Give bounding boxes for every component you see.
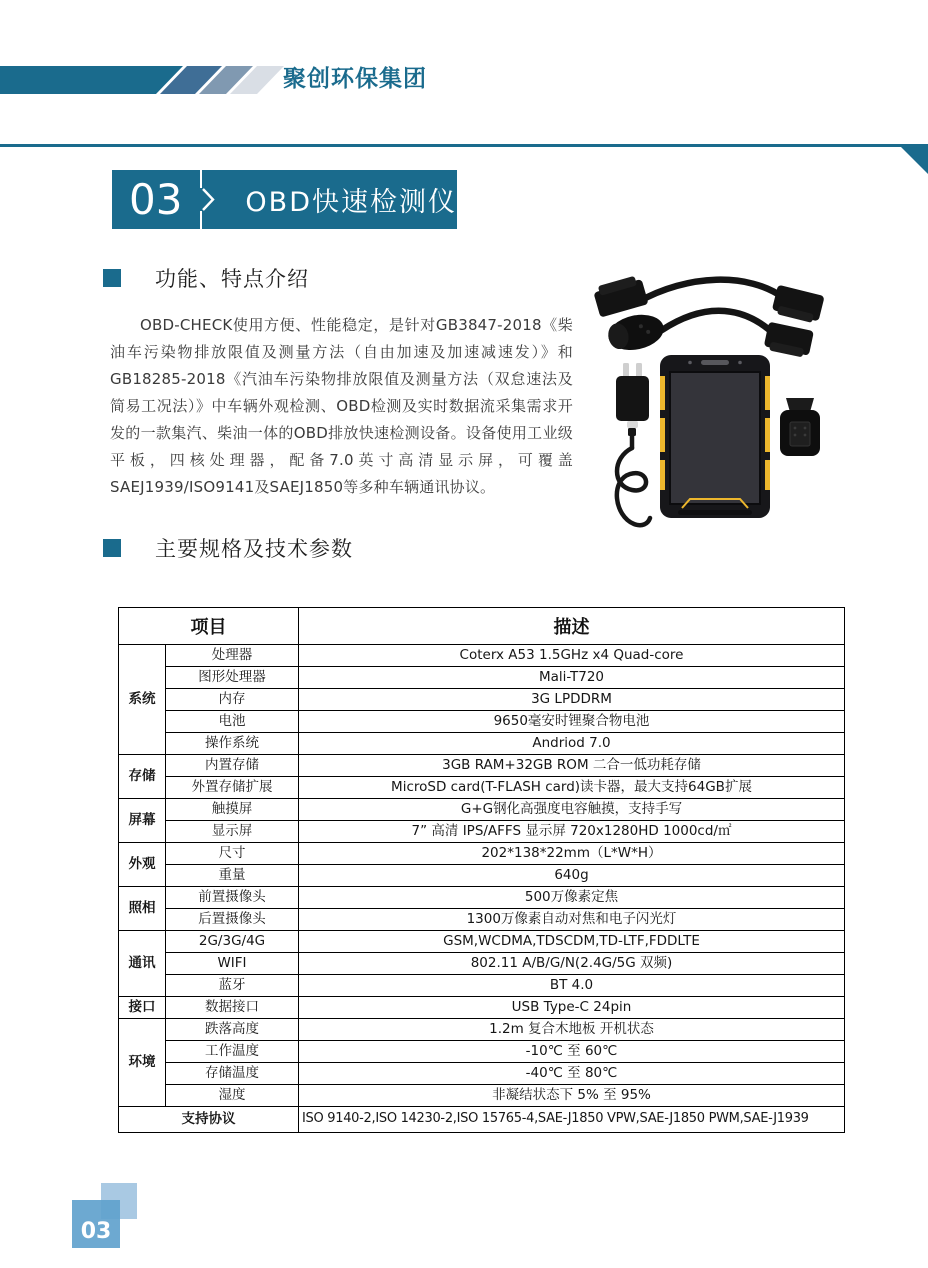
spec-row [119,755,845,777]
spec-desc-cell: 202*138*22mm（L*W*H） [299,843,845,865]
spec-item-cell: 外置存储扩展 [166,777,299,799]
header-divider [0,144,928,147]
spec-row [119,1085,845,1107]
spec-row [119,711,845,733]
spec-row [119,975,845,997]
spec-desc-cell: BT 4.0 [299,975,845,997]
spec-desc-cell: G+G钢化高强度电容触摸，支持手写 [299,799,845,821]
corner-triangle [901,147,928,175]
section-number-badge [112,170,457,229]
spec-item-cell: 内置存储 [166,755,299,777]
spec-desc-cell: 3G LPDDRM [299,689,845,711]
specs-table-header-row [119,608,845,645]
spec-desc-cell: USB Type-C 24pin [299,997,845,1019]
specs-table-wrap [118,607,846,1133]
spec-row [119,843,845,865]
spec-desc-cell: Coterx A53 1.5GHz x4 Quad-core [299,645,845,667]
spec-row [119,909,845,931]
spec-item-cell: 湿度 [166,1085,299,1107]
spec-desc-cell: 500万像素定焦 [299,887,845,909]
spec-row [119,1019,845,1041]
spec-group-cell: 照相 [119,887,166,931]
spec-item-cell: 工作温度 [166,1041,299,1063]
spec-item-cell: 显示屏 [166,821,299,843]
spec-item-cell: 蓝牙 [166,975,299,997]
specs-heading-label: 主要规格及技术参数 [155,537,353,561]
page-number: 03 [80,1219,112,1244]
spec-item-cell: WIFI [166,953,299,975]
spec-item-cell: 触摸屏 [166,799,299,821]
spec-row [119,1041,845,1063]
chevron-right-icon [199,170,223,229]
spec-item-cell: 内存 [166,689,299,711]
spec-desc-cell: Mali-T720 [299,667,845,689]
power-adapter [616,363,649,428]
spec-item-cell: 跌落高度 [166,1019,299,1041]
spec-row [119,865,845,887]
spec-desc-cell: -10℃ 至 60℃ [299,1041,845,1063]
spec-desc-cell: 9650毫安时锂聚合物电池 [299,711,845,733]
specs-table [118,607,845,1133]
spec-desc-cell: 7” 高清 IPS/AFFS 显示屏 720x1280HD 1000cd/㎡ [299,821,845,843]
page-number-badge [72,1200,120,1248]
intro-section-heading [103,263,309,293]
spec-row [119,667,845,689]
spec-item-cell: 处理器 [166,645,299,667]
spec-row [119,799,845,821]
protocol-row [119,1107,845,1133]
spec-desc-cell: 非凝结状态下 5% 至 95% [299,1085,845,1107]
spec-desc-cell: 1.2m 复合木地板 开机状态 [299,1019,845,1041]
spec-desc-cell: 1300万像素自动对焦和电子闪光灯 [299,909,845,931]
product-photo [578,272,926,550]
spec-row [119,733,845,755]
spec-item-cell: 图形处理器 [166,667,299,689]
badge-number: 03 [128,175,183,224]
spec-row [119,645,845,667]
spec-row [119,1063,845,1085]
spec-desc-cell: Andriod 7.0 [299,733,845,755]
spec-item-cell: 电池 [166,711,299,733]
spec-desc-cell: 802.11 A/B/G/N(2.4G/5G 双频) [299,953,845,975]
spec-item-cell: 数据接口 [166,997,299,1019]
protocol-label-cell: 支持协议 [119,1107,299,1133]
company-logo-text: 聚创环保集团 [283,66,427,92]
square-bullet-icon [103,539,121,557]
spec-desc-cell: -40℃ 至 80℃ [299,1063,845,1085]
spec-desc-cell: 3GB RAM+32GB ROM 二合一低功耗存储 [299,755,845,777]
specs-table-body [119,645,845,1133]
spec-item-cell: 存储温度 [166,1063,299,1085]
obd-dongle [780,398,820,456]
spec-desc-cell: MicroSD card(T-FLASH card)读卡器，最大支持64GB扩展 [299,777,845,799]
spec-row [119,777,845,799]
spec-item-cell: 操作系统 [166,733,299,755]
spec-desc-cell: 640g [299,865,845,887]
column-header-desc: 描述 [299,608,845,645]
rugged-tablet [660,355,770,518]
spec-row [119,931,845,953]
intro-paragraph: OBD-CHECK使用方便、性能稳定，是针对GB3847-2018《柴油车污染物排放限值及测量方法（自由加速及加速减速发）》和GB18285-2018《汽油车污染物排放限值及测量方法（双怠速法及简易工况法）》中车辆外观检测、OBD检测及实时数据流采集需求开发的一款集汽、柴油一体的OBD排放快速检测设备。设备使用工业级平板，四核处理器，配备7.0英寸高清显示屏，可覆盖SAEJ1939/ISO9141及SAEJ1850等多种车辆通讯协议。 [110,316,573,496]
header-banner [0,66,300,94]
spec-item-cell: 前置摄像头 [166,887,299,909]
page-title: OBD快速检测仪 [245,187,457,218]
square-bullet-icon [103,269,121,287]
spec-group-cell: 存储 [119,755,166,799]
spec-group-cell: 屏幕 [119,799,166,843]
intro-heading-label: 功能、特点介绍 [155,267,309,291]
spec-row [119,887,845,909]
spec-group-cell: 系统 [119,645,166,755]
spec-group-cell: 环境 [119,1019,166,1107]
specs-section-heading [103,533,353,563]
column-header-item: 项目 [119,608,299,645]
obd-cable-2 [605,310,814,359]
usb-cable [617,428,650,525]
protocol-desc-cell: ISO 9140-2,ISO 14230-2,ISO 15765-4,SAE-J1850 VPW,SAE-J1850 PWM,SAE-J1939 [299,1107,845,1133]
spec-group-cell: 外观 [119,843,166,887]
obd-cable-1 [592,274,825,324]
spec-desc-cell: GSM,WCDMA,TDSCDM,TD-LTF,FDDLTE [299,931,845,953]
spec-group-cell: 接口 [119,997,166,1019]
spec-group-cell: 通讯 [119,931,166,997]
spec-row [119,997,845,1019]
spec-row [119,953,845,975]
spec-row [119,689,845,711]
spec-item-cell: 后置摄像头 [166,909,299,931]
spec-item-cell: 尺寸 [166,843,299,865]
spec-item-cell: 重量 [166,865,299,887]
spec-row [119,821,845,843]
spec-item-cell: 2G/3G/4G [166,931,299,953]
